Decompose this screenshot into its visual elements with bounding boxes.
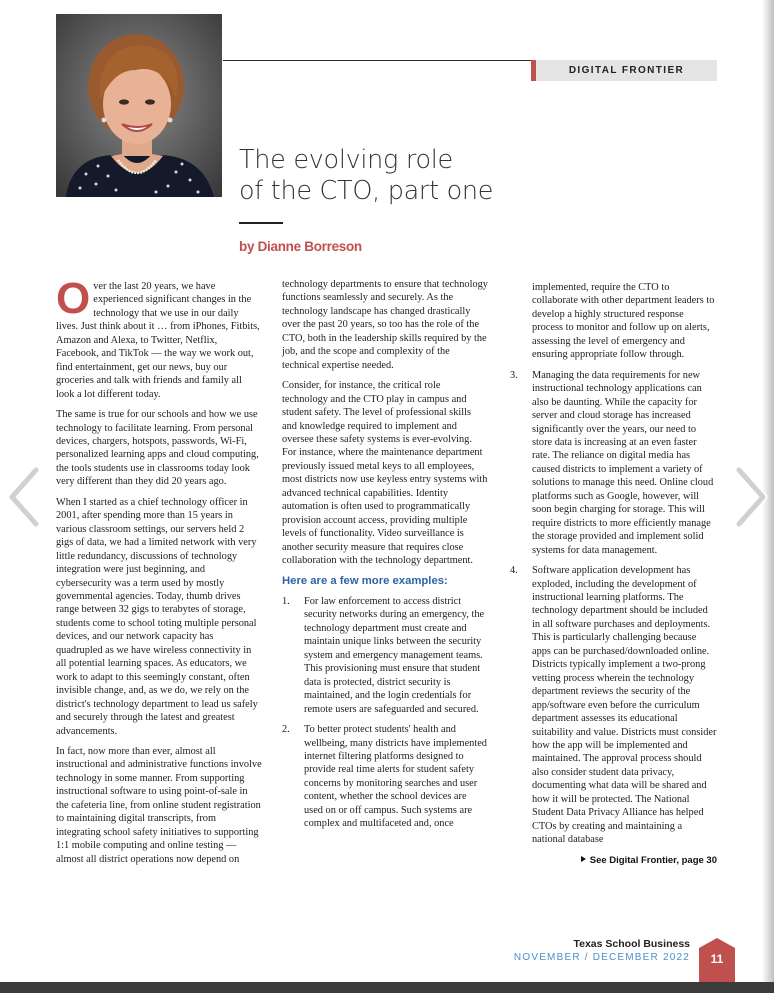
next-page-button[interactable] [731,466,771,528]
previous-page-button[interactable] [4,466,44,528]
list-item-continued: implemented, require the CTO to collaborate with other department leaders to develop a highly structured response process to monitor and follow up on alerts, assessing the level of emergency and ensuring appropriate follow through. [532,282,715,361]
examples-heading: Here are a few more examples: [282,574,448,587]
triangle-right-icon [581,856,586,862]
article-title [239,145,539,207]
list-item: 4. Software application development has exploded, including the development of instructional learning platforms. The technology department should be included in all software purchases and deployments. This is particularly challenging because apps can be purchased/downloaded online. Districts typically implement a two-prong vetting process wherein the technology department reviews the security of the app/software even before the curriculum department assesses its educational suitability and value. Districts must consider how the app will be implemented and maintained. The approval process should also consider student data privacy, documenting what data will be shared and how it will be protected. The National Student Data Privacy Alliance has helped CTOs by creating and maintaining a national database [510,565,717,846]
column-2 [282,278,488,838]
paragraph: Over the last 20 years, we have experienced significant changes in the technology that we use in our daily lives. Just think about it … from iPhones, Fitbits, Amazon and Alexa, to Twitter, Netflix, Facebook, and TikTok — the way we work out, find entertainment, get our news, buy our groceries and talk with friends and family all look a lot different today. [56,274,260,400]
column-3 [510,281,717,867]
paragraph: In fact, now more than ever, almost all instructional and administrative functions involve technology in some manner. From supporting instructional software to using point-of-sale in the cafeteria line, from online student registration to maintaining digital transcripts, from integrating school safety initiatives to supporting 1:1 mobile computing and online testing — almost all district operations now depend on [56,745,262,865]
title-line-2: of the CTO, part one [239,176,494,206]
list-item: 2. To better protect students' health and wellbeing, many districts have implemented internet filtering platforms designed to provide real time alerts for student safety concerns by monitoring searches and user content, whether the school devices are used on or off campus. Such systems are complex and multifaceted and, once [282,724,487,830]
column-1 [56,274,262,873]
list-item: 3. Managing the data requirements for new instructional technology applications can also be daunting. While the capacity for server and cloud storage has increased significantly over the years, our need to store data is increasing at an even faster rate. The reliance on digital media has caused districts to implement a variety of solutions to manage this need. Online cloud platforms such as Google, however, will soon begin charging for storage. This will require districts to more efficiently manage the storage provided and implement solid systems for data management. [510,369,714,556]
issue-date: NOVEMBER / DECEMBER 2022 [513,952,690,963]
author-photo [56,14,222,197]
paragraph: When I started as a chief technology officer in 2001, after spending more than 15 years in various classroom settings, our servers held 2 gigs of data, we had a limited network with very little redundancy, discussions of technology integration were just beginning, and cybersecurity was a term used by mostly governmental agencies. Today, thumb drives range between 32 gigs to terabytes of storage, students come to school toting multiple personal devices, and our network capacity has quadrupled as we have wireless connectivity in all potential learning spaces. As educators, we work to adapt to this seemingly constant, often invisible change, and, as we do, we rely on the district's technology department to lead us safely and securely through the latest and greatest advancements. [56,496,258,737]
byline: by Dianne Borreson [239,239,362,254]
page-number: 11 [710,952,724,966]
paragraph: technology departments to ensure that technology functions seamlessly and securely. As the technology landscape has changed drastically over the past 20 years, so too has the role of the CTO, both in the leadership skills required by the job, and the scope and complexity of the technical expertise needed. [282,279,488,371]
magazine-footer [514,938,690,964]
page-number-badge [699,938,735,982]
title-rule [239,222,283,224]
paragraph: The same is true for our schools and how we use technology to facilitate learning. From personal devices, chargers, hotspots, passwords, Wi-Fi, personalized learning apps and cloud computing, the tools students use in classrooms today look very different than they did 20 years ago. [56,409,259,488]
title-line-1: The evolving role [239,145,453,175]
paragraph: Consider, for instance, the critical role technology and the CTO play in campus and student safety. The level of professional skills and knowledge required to implement and oversee these safety systems is ever-evolving. For instance, where the maintenance department previously issued metal keys to all employees, most districts now use keyless entry systems with advanced technical capabilities. Identity automation is often used to programmatically provision account access, providing multiple levels of functionality. Video surveillance is another security measure that requires close collaboration with the technology department. [282,380,488,567]
chevron-left-icon [4,466,44,528]
drop-cap: O [56,274,91,323]
chevron-right-icon [731,466,771,528]
continued-link[interactable]: See Digital Frontier, page 30 [510,854,717,867]
section-label: DIGITAL FRONTIER [531,60,717,81]
list-item: 1. For law enforcement to access district security networks during an emergency, the technology department must create and maintain unique links between the security system and emergency management teams. This provisioning must ensure that student data is protected, district security is maintained, and the login credentials for remote users are safeguarded and secured. [282,595,485,715]
magazine-name: Texas School Business [573,938,690,950]
